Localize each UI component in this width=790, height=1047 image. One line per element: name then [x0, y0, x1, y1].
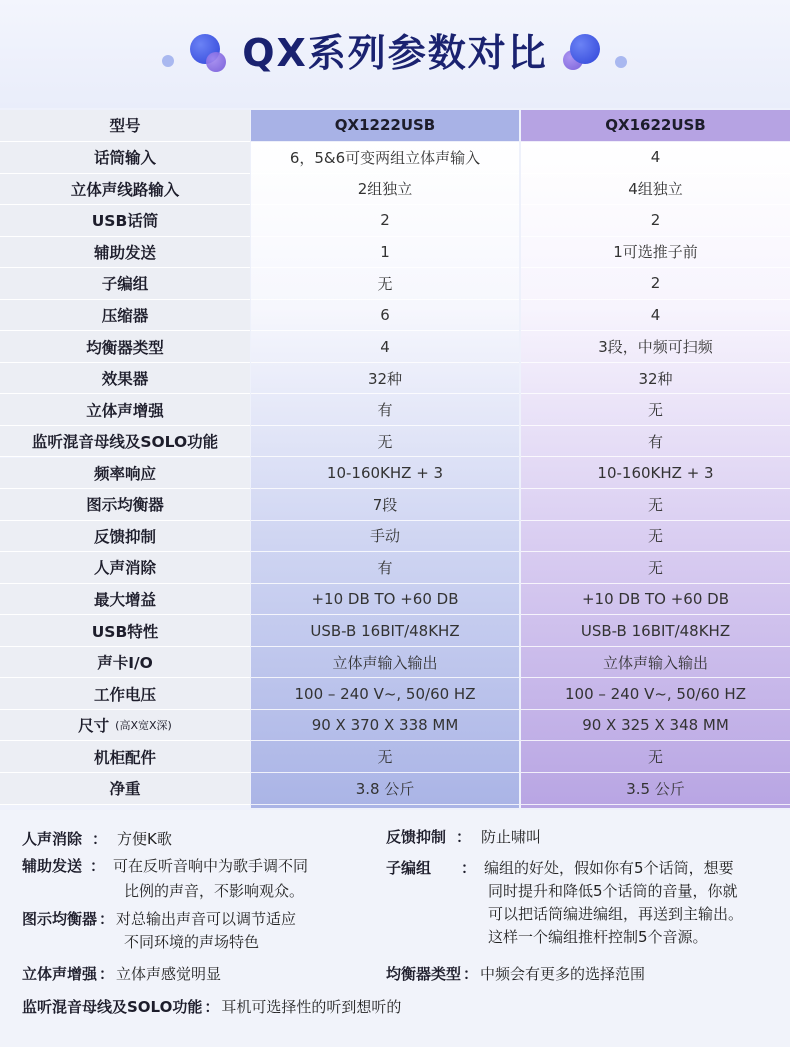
row-label-text: 声卡I/O: [97, 654, 153, 673]
row-label: [0, 552, 250, 584]
note-text-line3: 可以把话筒编进编组，再送到主输出。: [488, 905, 744, 923]
row-label-text: 立体声线路输入: [70, 180, 180, 199]
row-label-text: 图示均衡器: [86, 496, 164, 515]
row-label: [0, 458, 250, 490]
row-value-model1: 3.8 公斤: [251, 773, 519, 805]
row-label: [0, 426, 250, 458]
note-key: 均衡器类型: [386, 965, 462, 983]
row-value-model2: USB-B 16BIT/48KHZ: [521, 615, 790, 647]
row-label-text: 工作电压: [93, 685, 156, 704]
row-label-text: 频率响应: [93, 464, 156, 483]
note-text-line4: 这样一个编组推杆控制5个音源。: [488, 928, 708, 946]
row-value-model1: 无: [251, 741, 519, 773]
header-model2: QX1622USB: [521, 110, 790, 142]
note-text: 中频会有更多的选择范围: [480, 965, 646, 983]
table-row: [0, 647, 790, 679]
note-text-line2: 比例的声音，不影响观众。: [124, 882, 305, 900]
row-value-model1: 有: [251, 394, 519, 426]
note-text-line1: 编组的好处，假如你有5个话筒，想要: [484, 859, 734, 877]
header-model1: QX1222USB: [251, 110, 519, 142]
row-value-model1: 2组独立: [251, 174, 519, 206]
row-label: [0, 174, 250, 206]
row-label: [0, 300, 250, 332]
row-value-model2: 无: [521, 394, 790, 426]
row-value-model1: +10 DB TO +60 DB: [251, 584, 519, 616]
row-label-text: 辅助发送: [93, 243, 156, 262]
table-header-row: [0, 110, 790, 142]
table-row: [0, 237, 790, 269]
row-value-model2: 4: [521, 142, 790, 174]
row-value-model1: 100 – 240 V~, 50/60 HZ: [251, 678, 519, 710]
row-label: [0, 331, 250, 363]
table-row: [0, 741, 790, 773]
decor-dot-small-right-icon: [615, 56, 627, 68]
row-label: [0, 678, 250, 710]
row-label: [0, 363, 250, 395]
note-key: 监听混音母线及SOLO功能: [22, 998, 203, 1016]
row-label: [0, 647, 250, 679]
row-value-model2: 100 – 240 V~, 50/60 HZ: [521, 678, 790, 710]
table-row: [0, 268, 790, 300]
note-text-line2: 同时提升和降低5个话筒的音量，你就: [488, 882, 738, 900]
row-label-text: 净重: [109, 780, 141, 799]
row-value-model2: 有: [521, 426, 790, 458]
row-label-text: 话筒输入: [93, 149, 156, 168]
row-label: [0, 142, 250, 174]
row-label-text: USB话筒: [91, 212, 159, 231]
row-value-model2: 无: [521, 552, 790, 584]
notes-section: [0, 810, 790, 1047]
note-subgroup-cont: [488, 880, 743, 949]
row-label: [0, 615, 250, 647]
note-eq-type: 均衡器类型 ： 中频会有更多的选择范围: [386, 965, 646, 983]
row-label-text: 监听混音母线及SOLO功能: [31, 433, 219, 452]
row-value-model1: 立体声输入输出: [251, 647, 519, 679]
row-label-text: 人声消除: [93, 559, 156, 578]
table-row: [0, 426, 790, 458]
row-label: [0, 268, 250, 300]
note-monitor: 监听混音母线及SOLO功能 ： 耳机可选择性的听到想听的: [22, 998, 402, 1016]
row-value-model2: 90 X 325 X 348 MM: [521, 710, 790, 742]
row-value-model2: 1可选推子前: [521, 237, 790, 269]
table-row: [0, 521, 790, 553]
row-label-text: 机柜配件: [93, 748, 156, 767]
row-value-model2: 2: [521, 268, 790, 300]
row-value-model2: 4组独立: [521, 174, 790, 206]
row-label-text: USB特性: [91, 622, 159, 641]
note-feedback: 反馈抑制 ： 防止啸叫: [386, 828, 542, 846]
row-label-text: 子编组: [101, 275, 149, 294]
table-row: [0, 773, 790, 805]
row-value-model1: 无: [251, 426, 519, 458]
row-label: [0, 773, 250, 805]
row-value-model2: 无: [521, 489, 790, 521]
row-label-text: 立体声增强: [86, 401, 164, 420]
table-row: [0, 394, 790, 426]
row-value-model1: 32种: [251, 363, 519, 395]
table-row: [0, 205, 790, 237]
note-key: 立体声增强: [22, 965, 98, 983]
header: [0, 0, 790, 108]
table-row: [0, 363, 790, 395]
row-value-model1: 手动: [251, 521, 519, 553]
note-key: 辅助发送: [22, 857, 83, 875]
table-row: [0, 300, 790, 332]
table-row: [0, 615, 790, 647]
table-row: [0, 710, 790, 742]
row-value-model1: 6: [251, 300, 519, 332]
row-label: [0, 394, 250, 426]
row-value-model1: USB-B 16BIT/48KHZ: [251, 615, 519, 647]
row-value-model2: 无: [521, 521, 790, 553]
note-aux-send: 辅助发送 ： 可在反听音响中为歌手调不同: [22, 857, 309, 875]
row-label: [0, 741, 250, 773]
row-value-model2: +10 DB TO +60 DB: [521, 584, 790, 616]
table-row: [0, 489, 790, 521]
note-key: 反馈抑制: [386, 828, 447, 846]
row-value-model1: 6，5&6可变两组立体声输入: [251, 142, 519, 174]
row-value-model1: 10-160KHZ + 3: [251, 458, 519, 490]
row-label: [0, 584, 250, 616]
page-title: QX系列参数对比: [242, 31, 548, 75]
table-row: [0, 174, 790, 206]
row-label-text: 均衡器类型: [86, 338, 164, 357]
decor-dot-large-right-icon: [570, 34, 600, 64]
note-key: 子编组: [386, 859, 432, 877]
note-subgroup: 子编组 ： 编组的好处，假如你有5个话筒，想要: [386, 859, 734, 877]
note-aux-send-cont: [124, 880, 304, 903]
row-value-model2: 无: [521, 741, 790, 773]
table-row: [0, 678, 790, 710]
note-key: 图示均衡器: [22, 910, 98, 928]
table-row: [0, 458, 790, 490]
row-value-model2: 4: [521, 300, 790, 332]
row-value-model2: 2: [521, 205, 790, 237]
header-label: 型号: [0, 110, 250, 142]
row-value-model2: 32种: [521, 363, 790, 395]
table-row: [0, 142, 790, 174]
row-label-text: 压缩器: [101, 307, 149, 326]
row-value-model2: 3.5 公斤: [521, 773, 790, 805]
row-value-model2: 3段，中频可扫频: [521, 331, 790, 363]
row-label-text: 最大增益: [93, 590, 156, 609]
row-value-model1: 7段: [251, 489, 519, 521]
note-graphic-eq-cont: [124, 931, 259, 954]
note-text-line1: 可在反听音响中为歌手调不同: [113, 857, 309, 875]
row-label-text: 尺寸: [78, 717, 110, 736]
note-text: 立体声感觉明显: [116, 965, 222, 983]
row-label-text: 反馈抑制: [93, 527, 156, 546]
row-label: [0, 521, 250, 553]
row-value-model1: 无: [251, 268, 519, 300]
note-text-line1: 对总输出声音可以调节适应: [116, 910, 297, 928]
row-label: [0, 205, 250, 237]
table-row: [0, 584, 790, 616]
row-value-model1: 2: [251, 205, 519, 237]
note-key: 人声消除: [22, 830, 83, 848]
note-text: 方便K歌: [117, 830, 172, 848]
row-value-model1: 90 X 370 X 338 MM: [251, 710, 519, 742]
note-text: 耳机可选择性的听到想听的: [221, 998, 402, 1016]
row-value-model1: 有: [251, 552, 519, 584]
note-vocal-cancel: 人声消除 ： 方便K歌: [22, 830, 172, 848]
note-text-line2: 不同环境的声场特色: [124, 933, 260, 951]
note-graphic-eq: 图示均衡器 ： 对总输出声音可以调节适应: [22, 910, 297, 928]
note-stereo-enh: 立体声增强 ： 立体声感觉明显: [22, 965, 222, 983]
row-value-model2: 立体声输入输出: [521, 647, 790, 679]
row-value-model1: 1: [251, 237, 519, 269]
row-label: [0, 710, 250, 742]
table-row: [0, 331, 790, 363]
row-value-model1: 4: [251, 331, 519, 363]
row-label: [0, 489, 250, 521]
row-label-text: 效果器: [101, 370, 149, 389]
row-label: [0, 237, 250, 269]
note-text: 防止啸叫: [481, 828, 542, 846]
row-value-model2: 10-160KHZ + 3: [521, 458, 790, 490]
row-label-note: (高X宽X深): [115, 719, 172, 733]
table-row: [0, 552, 790, 584]
